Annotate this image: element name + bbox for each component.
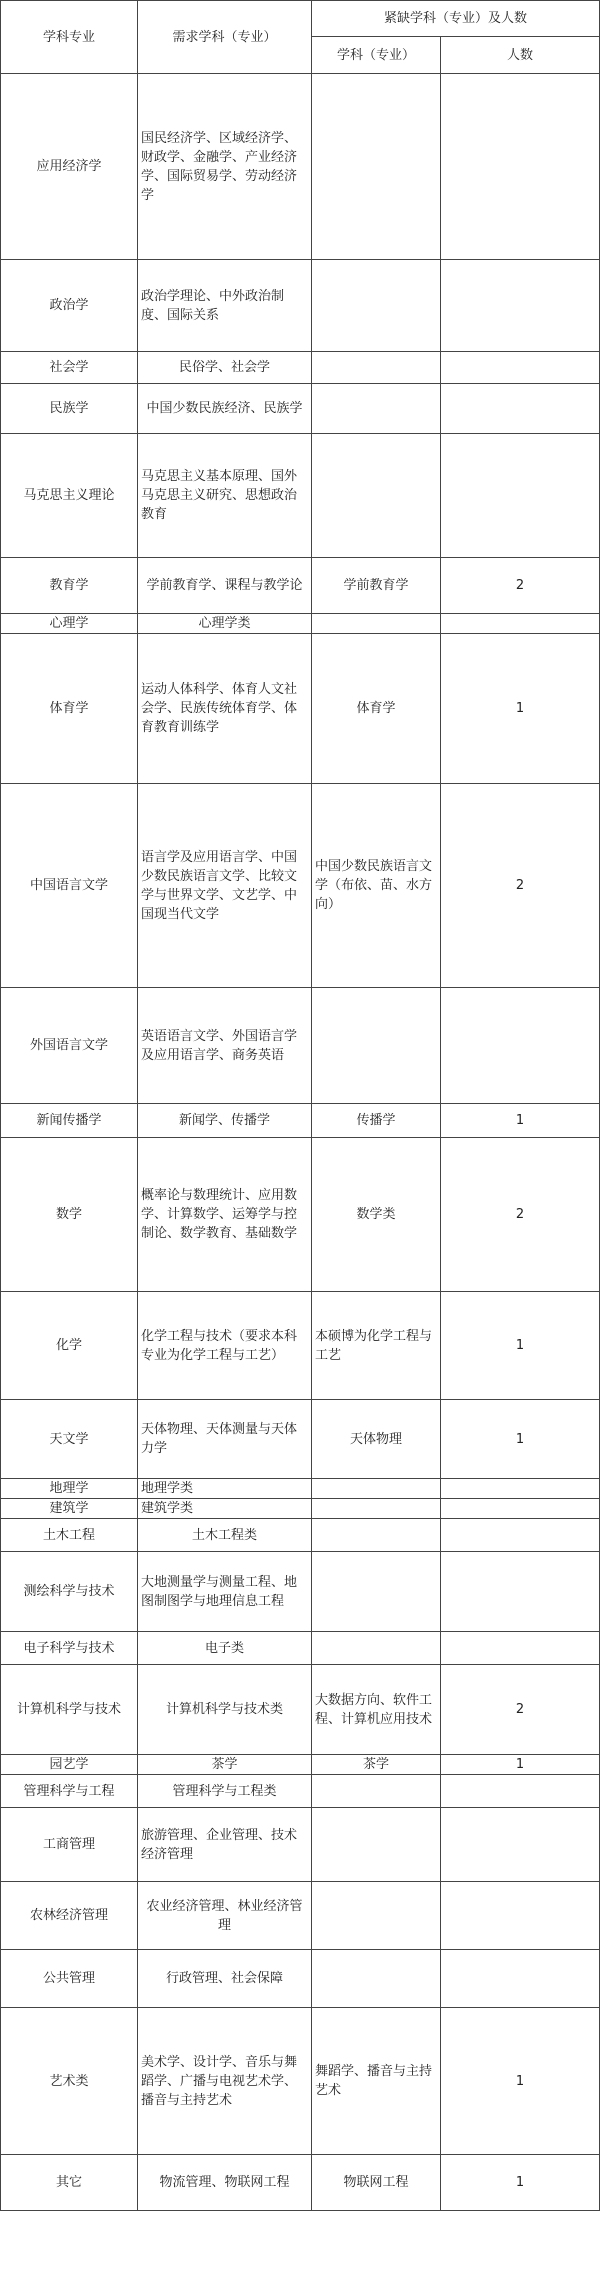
table-row [1,2008,600,2155]
table-row [1,434,600,558]
shortage-subject-cell: 体育学 [312,634,441,784]
table-row [1,260,600,352]
table-row [1,1808,600,1882]
demand-cell: 英语语言文学、外国语言学及应用语言学、商务英语 [138,988,312,1104]
table-row [1,614,600,634]
major-cell: 社会学 [1,352,138,384]
shortage-subject-cell [312,260,441,352]
count-cell: 2 [441,784,600,988]
shortage-subject-cell [312,1479,441,1499]
table-row [1,1632,600,1665]
shortage-subject-cell: 本硕博为化学工程与工艺 [312,1292,441,1400]
header-demand: 需求学科（专业） [138,1,312,74]
table-row [1,1665,600,1755]
count-cell [441,1479,600,1499]
demand-cell: 建筑学类 [138,1499,312,1519]
count-cell [441,1499,600,1519]
demand-cell: 国民经济学、区域经济学、财政学、金融学、产业经济学、国际贸易学、劳动经济学 [138,74,312,260]
shortage-subject-cell: 茶学 [312,1755,441,1775]
demand-cell: 学前教育学、课程与教学论 [138,558,312,614]
count-cell: 1 [441,1400,600,1479]
shortage-subject-cell [312,1808,441,1882]
shortage-subject-cell: 数学类 [312,1138,441,1292]
demand-cell: 大地测量学与测量工程、地图制图学与地理信息工程 [138,1552,312,1632]
shortage-subject-cell [312,614,441,634]
count-cell [441,1775,600,1808]
demand-cell: 中国少数民族经济、民族学 [138,384,312,434]
count-cell [441,384,600,434]
shortage-subject-cell [312,1552,441,1632]
major-cell: 民族学 [1,384,138,434]
major-cell: 心理学 [1,614,138,634]
table-row [1,1138,600,1292]
demand-cell: 农业经济管理、林业经济管理 [138,1882,312,1950]
shortage-subject-cell: 物联网工程 [312,2155,441,2211]
table-row [1,558,600,614]
table-row [1,1479,600,1499]
shortage-subject-cell [312,1775,441,1808]
table-row [1,1499,600,1519]
count-cell: 2 [441,1138,600,1292]
major-cell: 其它 [1,2155,138,2211]
major-cell: 化学 [1,1292,138,1400]
count-cell: 1 [441,1755,600,1775]
table-row [1,352,600,384]
table-row [1,1775,600,1808]
major-cell: 测绘科学与技术 [1,1552,138,1632]
shortage-subject-cell: 传播学 [312,1104,441,1138]
shortage-subject-cell [312,74,441,260]
major-cell: 土木工程 [1,1519,138,1552]
major-cell: 体育学 [1,634,138,784]
count-cell [441,352,600,384]
count-cell: 2 [441,558,600,614]
count-cell: 1 [441,2008,600,2155]
major-cell: 管理科学与工程 [1,1775,138,1808]
header-shortage-subject: 学科（专业） [312,37,441,74]
count-cell [441,1950,600,2008]
demand-cell: 民俗学、社会学 [138,352,312,384]
table-row [1,988,600,1104]
table-row [1,1400,600,1479]
count-cell [441,260,600,352]
demand-cell: 地理学类 [138,1479,312,1499]
table-row [1,2155,600,2211]
shortage-subject-cell [312,1632,441,1665]
shortage-subject-cell [312,1950,441,2008]
table-row [1,384,600,434]
shortage-subject-cell: 学前教育学 [312,558,441,614]
demand-cell: 心理学类 [138,614,312,634]
count-cell [441,614,600,634]
header-count: 人数 [441,37,600,74]
demand-cell: 马克思主义基本原理、国外马克思主义研究、思想政治教育 [138,434,312,558]
demand-cell: 茶学 [138,1755,312,1775]
demand-cell: 运动人体科学、体育人文社会学、民族传统体育学、体育教育训练学 [138,634,312,784]
demand-cell: 行政管理、社会保障 [138,1950,312,2008]
demand-cell: 政治学理论、中外政治制度、国际关系 [138,260,312,352]
major-cell: 建筑学 [1,1499,138,1519]
demand-cell: 化学工程与技术（要求本科专业为化学工程与工艺） [138,1292,312,1400]
table-row [1,1292,600,1400]
table-row [1,634,600,784]
demand-cell: 新闻学、传播学 [138,1104,312,1138]
shortage-subject-cell [312,1519,441,1552]
major-cell: 地理学 [1,1479,138,1499]
count-cell [441,988,600,1104]
major-cell: 艺术类 [1,2008,138,2155]
count-cell: 1 [441,2155,600,2211]
shortage-subject-cell: 中国少数民族语言文学（布依、苗、水方向） [312,784,441,988]
shortage-subject-cell [312,988,441,1104]
shortage-subject-cell [312,352,441,384]
count-cell [441,1519,600,1552]
table-row [1,1882,600,1950]
major-cell: 园艺学 [1,1755,138,1775]
demand-cell: 计算机科学与技术类 [138,1665,312,1755]
count-cell [441,1552,600,1632]
shortage-subject-cell: 舞蹈学、播音与主持艺术 [312,2008,441,2155]
major-cell: 外国语言文学 [1,988,138,1104]
major-cell: 政治学 [1,260,138,352]
major-cell: 数学 [1,1138,138,1292]
demand-cell: 天体物理、天体测量与天体力学 [138,1400,312,1479]
shortage-subject-cell: 大数据方向、软件工程、计算机应用技术 [312,1665,441,1755]
major-cell: 计算机科学与技术 [1,1665,138,1755]
major-cell: 工商管理 [1,1808,138,1882]
shortage-subject-cell [312,434,441,558]
demand-cell: 旅游管理、企业管理、技术经济管理 [138,1808,312,1882]
shortage-subject-cell: 天体物理 [312,1400,441,1479]
count-cell: 1 [441,1292,600,1400]
major-cell: 农林经济管理 [1,1882,138,1950]
table-row [1,1519,600,1552]
demand-cell: 美术学、设计学、音乐与舞蹈学、广播与电视艺术学、播音与主持艺术 [138,2008,312,2155]
count-cell: 1 [441,1104,600,1138]
shortage-subject-cell [312,1882,441,1950]
demand-cell: 管理科学与工程类 [138,1775,312,1808]
demand-cell: 电子类 [138,1632,312,1665]
major-cell: 新闻传播学 [1,1104,138,1138]
table-row [1,1755,600,1775]
demand-cell: 语言学及应用语言学、中国少数民族语言文学、比较文学与世界文学、文艺学、中国现当代文学 [138,784,312,988]
demand-cell: 土木工程类 [138,1519,312,1552]
count-cell: 2 [441,1665,600,1755]
demand-cell: 物流管理、物联网工程 [138,2155,312,2211]
header-major: 学科专业 [1,1,138,74]
count-cell [441,1882,600,1950]
major-cell: 电子科学与技术 [1,1632,138,1665]
major-cell: 马克思主义理论 [1,434,138,558]
table-row [1,784,600,988]
shortage-subject-cell [312,1499,441,1519]
major-cell: 应用经济学 [1,74,138,260]
count-cell [441,1632,600,1665]
table-row [1,1104,600,1138]
count-cell [441,434,600,558]
major-cell: 中国语言文学 [1,784,138,988]
table-row [1,1552,600,1632]
demand-cell: 概率论与数理统计、应用数学、计算数学、运筹学与控制论、数学教育、基础数学 [138,1138,312,1292]
header-shortage-group: 紧缺学科（专业）及人数 [312,1,600,37]
count-cell [441,74,600,260]
count-cell [441,1808,600,1882]
table-row [1,74,600,260]
table-row [1,1950,600,2008]
major-cell: 教育学 [1,558,138,614]
major-cell: 公共管理 [1,1950,138,2008]
count-cell: 1 [441,634,600,784]
major-cell: 天文学 [1,1400,138,1479]
shortage-subject-cell [312,384,441,434]
